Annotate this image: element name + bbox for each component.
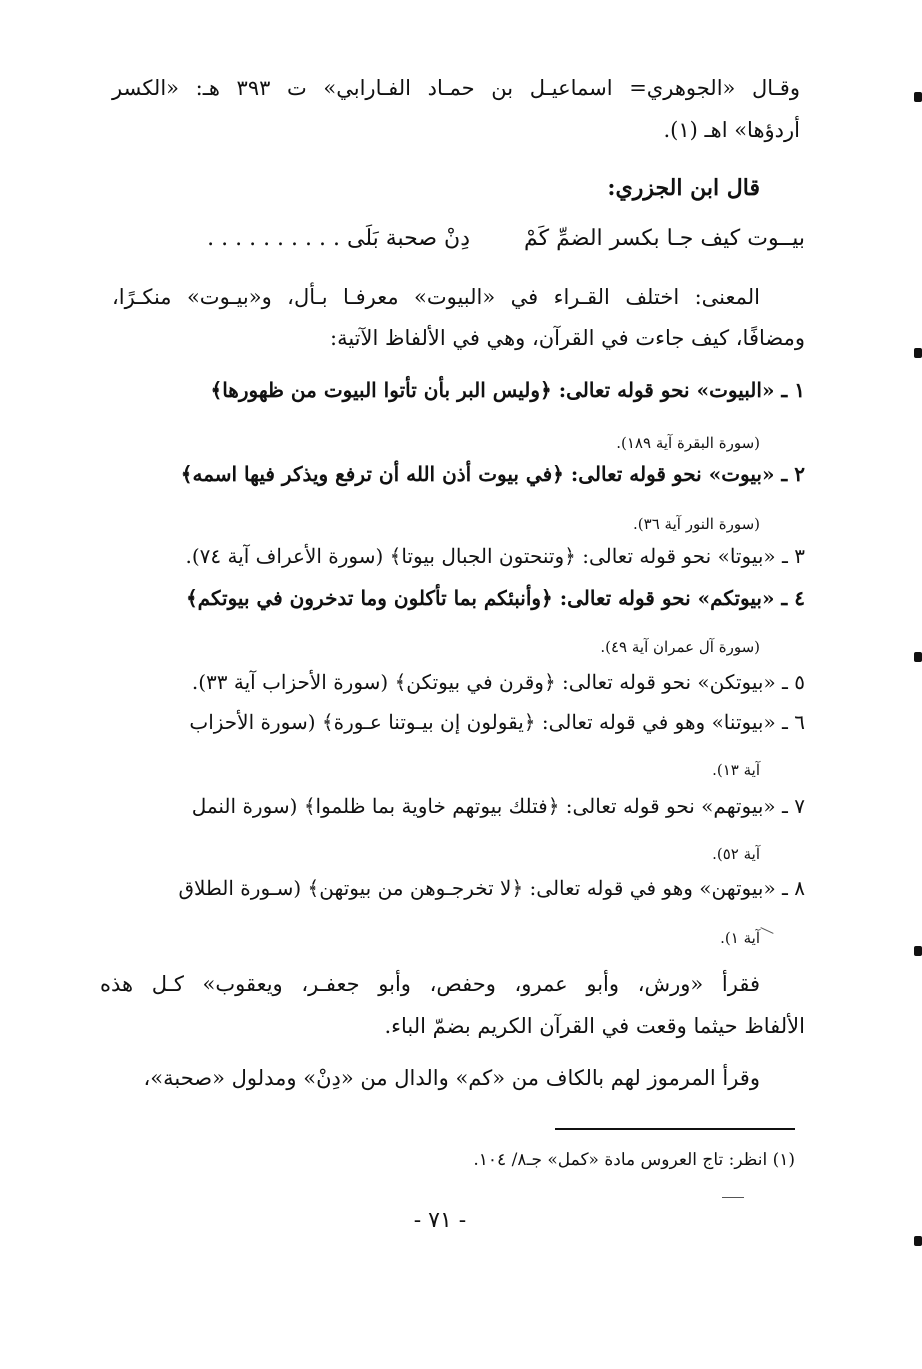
scan-mark xyxy=(722,1197,744,1198)
list-item-4-source: (سورة آل عمران آية ٤٩). xyxy=(600,638,760,656)
verse-left-hemistich: دِنْ صحبة بَلَى . . . . . . . . . . xyxy=(207,226,470,251)
scan-mark xyxy=(914,652,922,662)
meaning-line-2: ومضافًا، كيف جاءت في القرآن، وهي في الألفاظ الآتية: xyxy=(330,326,805,350)
reading-1-line-2: الألفاظ حيثما وقعت في القرآن الكريم بضمّ الباء. xyxy=(384,1014,805,1038)
list-item-8: ٨ ـ «بيوتهن» وهو في قوله تعالى: ﴿لا تخرجـوهن من بيوتهن﴾ (سـورة الطلاق xyxy=(178,876,805,900)
intro-line-2: أردؤها» اهـ (١). xyxy=(663,118,800,142)
list-item-2: ٢ ـ «بيوت» نحو قوله تعالى: ﴿في بيوت أذن الله أن ترفع ويذكر فيها اسمه﴾ xyxy=(180,462,805,486)
list-item-2-source: (سورة النور آية ٣٦). xyxy=(633,515,760,533)
scan-mark xyxy=(914,348,922,358)
footnote-1: (١) انظر: تاج العروس مادة «كمل» جـ٨/ ١٠٤. xyxy=(473,1150,795,1170)
list-item-1: ١ ـ «البيوت» نحو قوله تعالى: ﴿وليس البر بأن تأتوا البيوت من ظهورها﴾ xyxy=(210,378,805,402)
list-item-8-source: آية ١). xyxy=(720,929,760,947)
scan-mark xyxy=(914,92,922,102)
list-item-6-source: آية ١٣). xyxy=(712,761,760,779)
verse-right-hemistich: بيــوت كيف جـا بكسر الضمِّ كَمْ xyxy=(523,226,805,251)
list-item-1-source: (سورة البقرة آية ١٨٩). xyxy=(616,434,760,452)
intro-line-1: وقـال «الجوهري= اسماعيـل بن حمـاد الفـارابي» ت ٣٩٣ هـ: «الكسر xyxy=(112,76,800,100)
list-item-3: ٣ ـ «بيوتا» نحو قوله تعالى: ﴿وتنحتون الجبال بيوتا﴾ (سورة الأعراف آية ٧٤). xyxy=(185,544,805,568)
reading-1-line-1: فقرأ «ورش، وأبو عمرو، وحفص، وأبو جعفـر، ويعقوب» كـل هذه xyxy=(100,972,760,996)
scan-mark xyxy=(914,946,922,956)
scan-mark xyxy=(760,927,773,934)
list-item-7: ٧ ـ «بيوتهم» نحو قوله تعالى: ﴿فتلك بيوتهم خاوية بما ظلموا﴾ (سورة النمل xyxy=(191,794,805,818)
list-item-6: ٦ ـ «بيوتنا» وهو في قوله تعالى: ﴿يقولون إن بيـوتنا عـورة﴾ (سورة الأحزاب xyxy=(189,710,805,734)
list-item-7-source: آية ٥٢). xyxy=(712,845,760,863)
section-heading: قال ابن الجزري: xyxy=(607,175,760,201)
list-item-4: ٤ ـ «بيوتكم» نحو قوله تعالى: ﴿وأنبئكم بما تأكلون وما تدخرون في بيوتكم﴾ xyxy=(185,586,805,610)
meaning-line-1: المعنى: اختلف القـراء في «البيوت» معرفـا بـأل، و«بيـوت» منكـرًا، xyxy=(112,285,760,309)
page-number: - ٧١ - xyxy=(413,1208,467,1233)
list-item-5: ٥ ـ «بيوتكن» نحو قوله تعالى: ﴿وقرن في بيوتكن﴾ (سورة الأحزاب آية ٣٣). xyxy=(191,670,805,694)
reading-2-line-1: وقرأ المرموز لهم بالكاف من «كم» والدال من «دِنْ» ومدلول «صحبة»، xyxy=(143,1066,760,1090)
footnote-separator xyxy=(555,1128,795,1130)
scan-mark xyxy=(914,1236,922,1246)
